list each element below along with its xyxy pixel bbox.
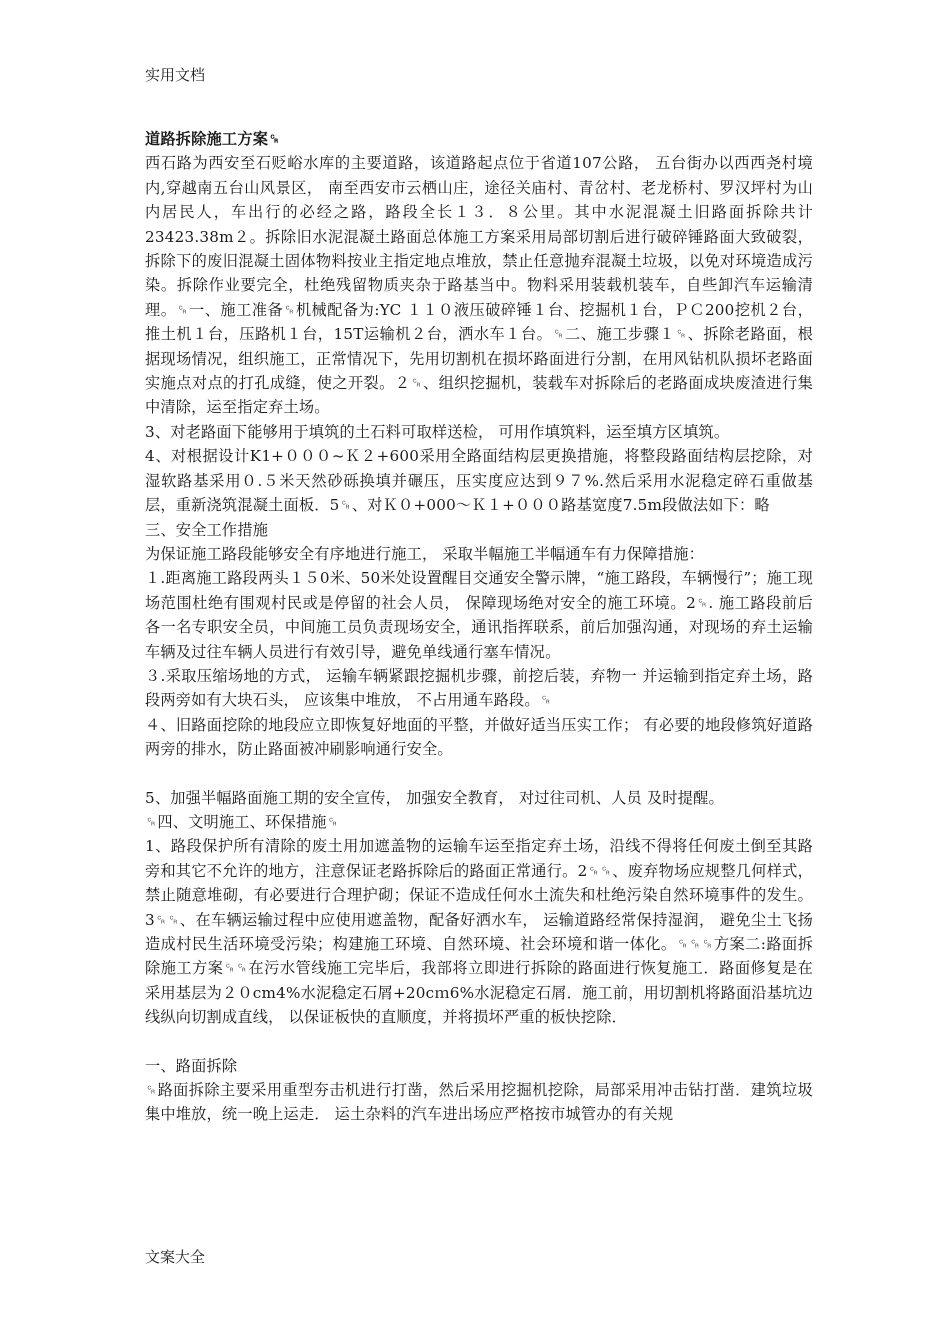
section-heading: 一、路面拆除 (145, 1056, 238, 1075)
paragraph: 为保证施工路段能够安全有序地进行施工， 采取半幅施工半幅通车有力保障措施： (145, 544, 704, 563)
document-title: 道路拆除施工方案␍ (145, 130, 281, 148)
paragraph: ␍路面拆除主要采用重型夯击机进行打凿，然后采用挖掘机挖除，局部采用冲击钻打凿．建筑垃圾集中堆放，统一晚上运走． 运土杂料的汽车进出场应严格按市城管办的有关规 (145, 1081, 813, 1124)
paragraph: 西石路为西安至石贬峪水库的主要道路，该道路起点位于省道107公路， 五台街办以西西尧村境内,穿越南五台山风景区， 南至西安市云栖山庄，途径关庙村、青岔村、老龙桥村、罗汉坪村为山内居民人，车出行的必经之路，路段全长１３．８公里。其中水泥混凝土旧路面拆除共计23423.38m２。拆除旧水泥混凝土路面总体施工方案采用局部切割后进行破碎锤路面大致破裂，拆除下的废旧混凝土固体物料按业主指定地点堆放，禁止任意抛弃混凝土垃圾，以免对环境造成污染。拆除作业要完全，杜绝残留物质夹杂于路基当中。物料采用装载机装车，自些卸汽车运输清理。␍一、施工准备␍机械配备为:YC １１０液压破碎锤１台、挖掘机１台，ＰＣ200挖机２台，推土机１台，压路机１台，15T运输机２台，洒水车１台。␍二、施工步骤１␍、拆除老路面，根据现场情况，组织施工，正常情况下，先用切割机在损坏路面进行分割，在用风钻机队损坏老路面实施点对点的打孔成缝，使之开裂。２␍、组织挖掘机，装载车对拆除后的老路面成块废渣进行集中清除，运至指定弃土场。 (145, 154, 813, 417)
paragraph: ３.采取压缩场地的方式， 运输车辆紧跟挖掘机步骤，前挖后装，弃物一 并运输到指定弃土场，路段两旁如有大块石头， 应该集中堆放， 不占用通车路段。␍ (145, 666, 813, 710)
paragraph: 1、路段保护所有清除的废土用加遮盖物的运输车运至指定弃土场，沿线不得将任何废土倒至其路旁和其它不允许的地方，注意保证老路拆除后的路面正常通行。2␍␍、废弃物场应规整几何样式，禁止随意堆砌，有必要进行合理护砌；保证不造成任何水土流失和杜绝污染自然环境事件的发生。3␍␍、在车辆运输过程中应使用遮盖物，配备好洒水车， 运输道路经常保持湿润， 避免尘土飞扬造成村民生活环境受污染；构建施工环境、自然环境、社会环境和谐一体化。␍␍␍方案二:路面拆除施工方案␍␍在污水管线施工完毕后，我部将立即进行拆除的路面进行恢复施工．路面修复是在采用基层为２０cm4%水泥稳定石屑+20cｍ6%水泥稳定石屑．施工前，用切割机将路面沿基坑边线纵向切割成直线， 以保证板快的直顺度，并将损坏严重的板快挖除． (145, 837, 813, 1027)
paragraph: ４、旧路面挖除的地段应立即恢复好地面的平整，并做好适当压实工作； 有必要的地段修筑好道路两旁的排水，防止路面被冲刷影响通行安全。 (145, 715, 813, 759)
paragraph: 4、对根据设计K1+０００~Ｋ２+600采用全路面结构层更换措施，将整段路面结构层挖除，对湿软路基采用０.５米天然砂砾换填并碾压，压实度应达到９７%.然后采用水泥稳定碎石重做基层，重新浇筑混凝土面板．5␍、对Ｋ０+000～Ｋ１+０００路基宽度7.5m段做法如下：略 (145, 447, 813, 515)
section-heading: 三、安全工作措施 (145, 520, 269, 539)
blank-line (145, 762, 813, 786)
paragraph: 5、加强半幅路面施工期的安全宣传， 加强安全教育， 对过往司机、人员 及时提醒。 (145, 788, 724, 807)
page-header: 实用文档 (145, 66, 206, 84)
page-footer: 文案大全 (145, 1248, 206, 1266)
document-body (145, 127, 813, 1127)
paragraph: １.距离施工路段两头１５0米、50米处设置醒目交通安全警示牌，“施工路段，车辆慢行”；施工现场范围杜绝有围观村民或是停留的社会人员， 保障现场绝对安全的施工环境。2␍. 施工路段前后各一名专职安全员，中间施工员负责现场安全，通讯指挥联系，前后加强沟通，对现场的弃土运输车辆及过往车辆人员进行有效引导，避免单线通行塞车情况。 (145, 569, 813, 661)
blank-line (145, 1030, 813, 1054)
section-heading: ␍四、文明施工、环保措施␍ (145, 812, 339, 831)
paragraph: 3、对老路面下能够用于填筑的土石料可取样送检， 可用作填筑料，运至填方区填筑。 (145, 422, 730, 441)
